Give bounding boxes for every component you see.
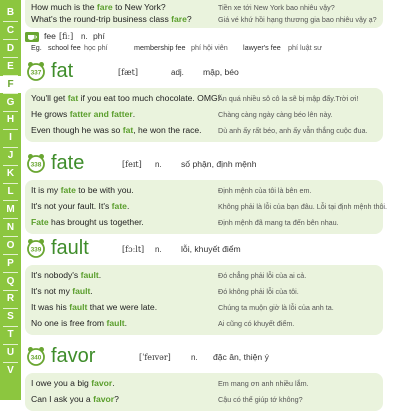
example-row	[31, 317, 383, 330]
highlight-word: fault	[80, 270, 99, 280]
entry-header-fault	[21, 237, 381, 261]
translation: Giá vé khứ hồi hạng thương gia bao nhiêu vậy ạ?	[218, 15, 377, 24]
highlight-word: favor	[91, 378, 113, 388]
example-text: It's nobody's	[31, 270, 81, 280]
index-letter-p[interactable]: P	[7, 257, 14, 269]
highlight-word: fault	[106, 318, 125, 328]
example-row	[31, 108, 383, 121]
entry-header-fate	[21, 152, 381, 176]
eg-term: membership fee	[134, 43, 186, 52]
alarm-clock-icon	[26, 346, 46, 366]
examples-box-fault	[25, 265, 383, 335]
index-letter-f[interactable]: F	[0, 76, 21, 93]
eg-label: Eg.	[31, 43, 42, 52]
eg-term: lawyer's fee	[243, 43, 281, 52]
example-text: .	[112, 378, 115, 388]
example-text: It is my	[31, 185, 61, 195]
example-text: .	[124, 318, 127, 328]
phonetic: [feɪt]	[122, 160, 142, 169]
fare-examples-box	[25, 0, 383, 28]
entry-number: 337	[30, 69, 42, 77]
part-of-speech: n.	[81, 32, 88, 41]
eg-term: school fee	[48, 43, 81, 52]
teacup-icon	[25, 32, 39, 42]
phonetic: [ˈfeɪvər]	[139, 353, 171, 362]
example-text: You'll get	[31, 93, 68, 103]
index-letter-e[interactable]: E	[7, 60, 14, 72]
translation: Định mệnh đã mang ta đến bên nhau.	[218, 218, 339, 227]
highlight-word: fare	[96, 2, 113, 12]
example-text: No one is free from	[31, 318, 107, 328]
headword: fate	[51, 152, 85, 174]
eg-meaning: học phí	[84, 43, 108, 52]
example-text: if you eat too much chocolate. OMG!	[78, 93, 221, 103]
entry-number: 340	[30, 354, 42, 362]
highlight-word: fault	[72, 286, 91, 296]
translation: Ai cũng có khuyết điểm.	[218, 319, 295, 328]
index-letter-n[interactable]: N	[6, 221, 15, 233]
entry-header-fat	[21, 60, 381, 84]
translation: Đó chẳng phải lỗi của ai cả.	[218, 271, 307, 280]
meaning: lỗi, khuyết điểm	[181, 244, 241, 254]
entry-number: 338	[30, 161, 42, 169]
example-text: that we were late.	[87, 302, 158, 312]
translation: Ăn quá nhiều sô cô la sẽ bị mập đấy.Trời ơi!	[218, 94, 359, 103]
example-text: .	[132, 109, 136, 119]
part-of-speech: n.	[191, 353, 198, 362]
index-letter-u[interactable]: U	[6, 347, 15, 359]
examples-box-fate	[25, 180, 388, 234]
highlight-word: fat	[67, 93, 79, 103]
alphabet-index	[0, 0, 21, 400]
index-letter-j[interactable]: J	[7, 150, 14, 162]
example-row	[31, 184, 383, 197]
index-letter-m[interactable]: M	[6, 203, 15, 215]
example-row	[31, 377, 383, 390]
example-text: to New York?	[112, 2, 166, 12]
example-row	[31, 301, 383, 314]
entry-number: 339	[30, 246, 42, 254]
alarm-clock-icon	[26, 238, 46, 258]
highlight-word: fat	[122, 125, 134, 135]
index-letter-q[interactable]: Q	[6, 275, 15, 287]
examples-box-fat	[25, 88, 383, 142]
example-row	[31, 92, 383, 105]
example-text: How much is the	[31, 2, 97, 12]
translation: Cậu có thể giúp tớ không?	[218, 395, 303, 404]
index-letter-i[interactable]: I	[9, 132, 12, 144]
translation: Tiền xe tới New York bao nhiêu vậy?	[218, 3, 335, 12]
translation: Chàng càng ngày càng béo lên này.	[218, 110, 333, 119]
highlight-word: fare	[171, 14, 187, 24]
meaning: số phận, định mệnh	[181, 159, 257, 169]
alarm-clock-icon	[26, 61, 46, 81]
example-text: Can I ask you a	[31, 394, 94, 404]
example-text: I owe you a big	[31, 378, 92, 388]
example-text: What's the round-trip business class	[31, 14, 172, 24]
headword: favor	[51, 345, 96, 367]
index-letter-b[interactable]: B	[6, 7, 15, 18]
index-letter-r[interactable]: R	[6, 293, 15, 305]
translation: Đó không phải lỗi của tôi.	[218, 287, 299, 296]
index-letter-c[interactable]: C	[6, 24, 15, 36]
translation: Không phải là lỗi của bạn đâu. Lỗi tại định mệnh thôi.	[218, 202, 388, 211]
index-letter-h[interactable]: H	[6, 114, 15, 126]
examples-box-favor	[25, 373, 383, 411]
index-letter-k[interactable]: K	[6, 168, 15, 180]
index-letter-t[interactable]: T	[7, 329, 14, 341]
example-row	[31, 13, 383, 26]
example-row	[31, 285, 383, 298]
highlight-word: fate	[111, 201, 127, 211]
example-text: has brought us together.	[48, 217, 144, 227]
example-text: Even though he was so	[31, 125, 123, 135]
index-letter-s[interactable]: S	[7, 311, 14, 323]
example-row	[31, 200, 388, 213]
example-row	[31, 124, 383, 137]
phonetic: [fɔːlt]	[122, 245, 145, 254]
example-text: , he won the race.	[133, 125, 202, 135]
translation: Dù anh ấy rất béo, anh ấy vẫn thắng cuộc đua.	[218, 126, 368, 135]
example-text: .	[90, 286, 93, 296]
example-text: It's not your fault. It's	[31, 201, 112, 211]
meaning: đặc ân, thiện ý	[213, 352, 269, 362]
highlight-word: fault	[69, 302, 88, 312]
entry-header-favor	[21, 345, 381, 369]
example-text: It's not my	[31, 286, 73, 296]
part-of-speech: adj.	[171, 68, 184, 77]
translation: Chúng ta muộn giờ là lỗi của anh ta.	[218, 303, 334, 312]
index-letter-o[interactable]: O	[6, 239, 15, 251]
highlight-word: fate	[60, 185, 76, 195]
example-text: It was his	[31, 302, 70, 312]
example-row	[31, 269, 383, 282]
meaning: phí	[93, 31, 105, 41]
page-content	[21, 0, 400, 404]
fee-examples	[31, 43, 391, 54]
part-of-speech: n.	[155, 160, 162, 169]
meaning: mập, béo	[203, 67, 239, 77]
index-letter-g[interactable]: G	[6, 96, 15, 108]
eg-meaning: phí hội viên	[191, 43, 228, 52]
example-text: .	[126, 201, 130, 211]
headword: fault	[51, 237, 89, 259]
example-text: ?	[114, 394, 119, 404]
eg-meaning: phí luật sư	[288, 43, 322, 52]
example-row	[31, 216, 383, 229]
phonetic: [fæt]	[118, 68, 138, 77]
index-letter-v[interactable]: V	[7, 365, 14, 376]
highlight-word: favor	[93, 394, 115, 404]
part-of-speech: n.	[155, 245, 162, 254]
example-text: ?	[186, 14, 192, 24]
alarm-clock-icon	[26, 153, 46, 173]
example-text: He grows	[31, 109, 70, 119]
example-text: to be with you.	[75, 185, 134, 195]
headword: fat	[51, 60, 74, 82]
example-text: .	[98, 270, 102, 280]
related-word: fee	[44, 31, 56, 41]
highlight-word: fatter and fatter	[69, 109, 133, 119]
translation: Em mang ơn anh nhiều lắm.	[218, 379, 309, 388]
phonetic: [fiː]	[59, 32, 74, 41]
index-letter-d[interactable]: D	[6, 42, 15, 54]
highlight-word: Fate	[31, 217, 49, 227]
translation: Định mệnh của tôi là bên em.	[218, 186, 312, 195]
fee-related-word	[25, 31, 325, 43]
index-letter-l[interactable]: L	[7, 186, 14, 197]
